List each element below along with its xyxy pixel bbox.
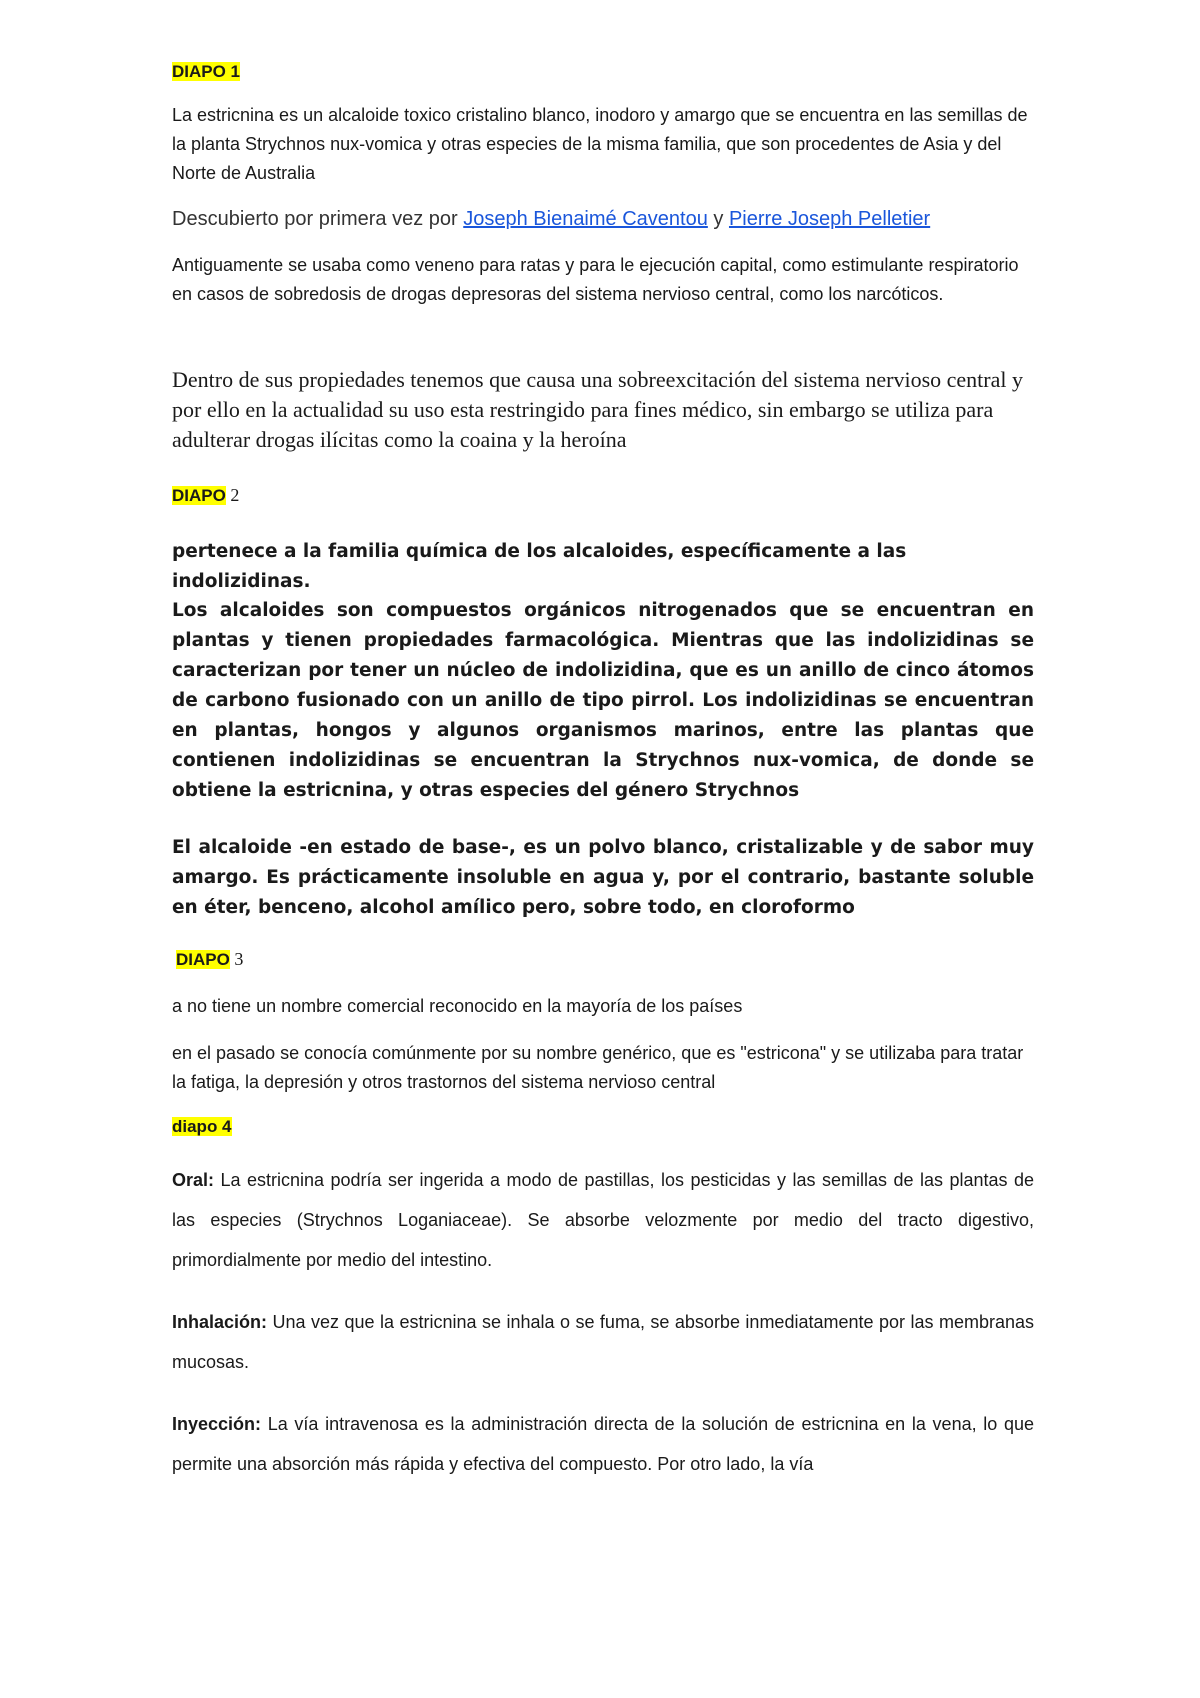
diapo2-para3-text: El alcaloide -en estado de base-, es un polvo blanco, cristalizable y de sabor muy amargo. Es prácticamente insoluble en agua y, por el contrario, bastante soluble en éter, benceno, alcohol amílico pero, sobre todo, en cloroformo [172,837,1034,918]
diapo1-discovered-line [172,205,1034,233]
diapo2-paragraph-2 [172,596,1034,806]
diapo2-paragraph-3 [172,833,1034,923]
discovered-prefix: Descubierto por primera vez por [172,208,464,230]
inyeccion-term: Inyección: [172,1414,262,1434]
diapo3-para2-text: en el pasado se conocía comúnmente por su nombre genérico, que es "estricona" y se utilizaba para tratar la fatiga, la depresión y otros trastornos del sistema nervioso central [172,1043,1024,1092]
discovered-and: y [707,208,729,230]
diapo1-para1-text: La estricnina es un alcaloide toxico cristalino blanco, inodoro y amargo que se encuentra en las semillas de la planta Strychnos nux-vomica y otras especies de la misma familia, que son procedentes de Asia y del Norte de Australia [172,105,1028,183]
diapo2-heading-number: 2 [225,485,240,505]
diapo1-heading-row [172,60,1034,84]
diapo2-heading: DIAPO [172,486,226,505]
diapo2-paragraph-1 [172,537,1034,597]
diapo4-heading: diapo 4 [172,1117,232,1136]
diapo3-heading: DIAPO [176,950,230,969]
diapo3-heading-row [176,947,1038,972]
diapo2-heading-row [172,483,1034,508]
diapo3-paragraph-1 [172,992,1034,1021]
inhalacion-text: Una vez que la estricnina se inhala o se fuma, se absorbe inmediatamente por las membranas mucosas. [172,1312,1034,1372]
diapo4-inhalacion [172,1302,1034,1382]
oral-term: Oral: [172,1170,215,1190]
diapo2-para1-text: pertenece a la familia química de los alcaloides, específicamente a las indolizidinas. [172,541,907,592]
diapo1-para4-text: Dentro de sus propiedades tenemos que causa una sobreexcitación del sistema nervioso central y por ello en la actualidad su uso esta restringido para fines médico, sin embargo se utiliza para adulterar drogas ilícitas como la coaina y la heroína [172,367,1023,452]
diapo3-heading-number: 3 [229,949,244,969]
diapo1-paragraph-4 [172,365,1034,455]
diapo1-heading: DIAPO 1 [172,62,241,81]
diapo4-inyeccion [172,1404,1034,1484]
link-caventou[interactable]: Joseph Bienaimé Caventou [463,208,708,230]
inyeccion-text: La vía intravenosa es la administración directa de la solución de estricnina en la vena, lo que permite una absorción más rápida y efectiva del compuesto. Por otro lado, la vía [172,1414,1034,1474]
inhalacion-term: Inhalación: [172,1312,268,1332]
link-pelletier[interactable]: Pierre Joseph Pelletier [728,208,931,230]
diapo1-para3-text: Antiguamente se usaba como veneno para ratas y para le ejecución capital, como estimulante respiratorio en casos de sobredosis de drogas depresoras del sistema nervioso central, como los narcóticos. [172,255,1019,304]
diapo1-paragraph-1 [172,101,1034,188]
diapo3-para1-text: a no tiene un nombre comercial reconocido en la mayoría de los países [172,996,743,1016]
diapo4-oral [172,1160,1034,1280]
oral-text: La estricnina podría ser ingerida a modo de pastillas, los pesticidas y las semillas de las plantas de las especies (Strychnos Loganiaceae). Se absorbe velozmente por medio del tracto digestivo, primordialmente por medio del intestino. [172,1170,1034,1270]
diapo1-paragraph-3 [172,251,1034,309]
diapo4-heading-row [172,1115,1034,1139]
diapo3-paragraph-2 [172,1039,1034,1097]
diapo2-para2-text: Los alcaloides son compuestos orgánicos nitrogenados que se encuentran en plantas y tienen propiedades farmacológica. Mientras que las indolizidinas se caracterizan por tener un núcleo de indolizidina, que es un anillo de cinco átomos de carbono fusionado con un anillo de tipo pirrol. Los indolizidinas se encuentran en plantas, hongos y algunos organismos marinos, entre las plantas que contienen indolizidinas se encuentran la Strychnos nux-vomica, de donde se obtiene la estricnina, y otras especies del género Strychnos [172,600,1034,801]
